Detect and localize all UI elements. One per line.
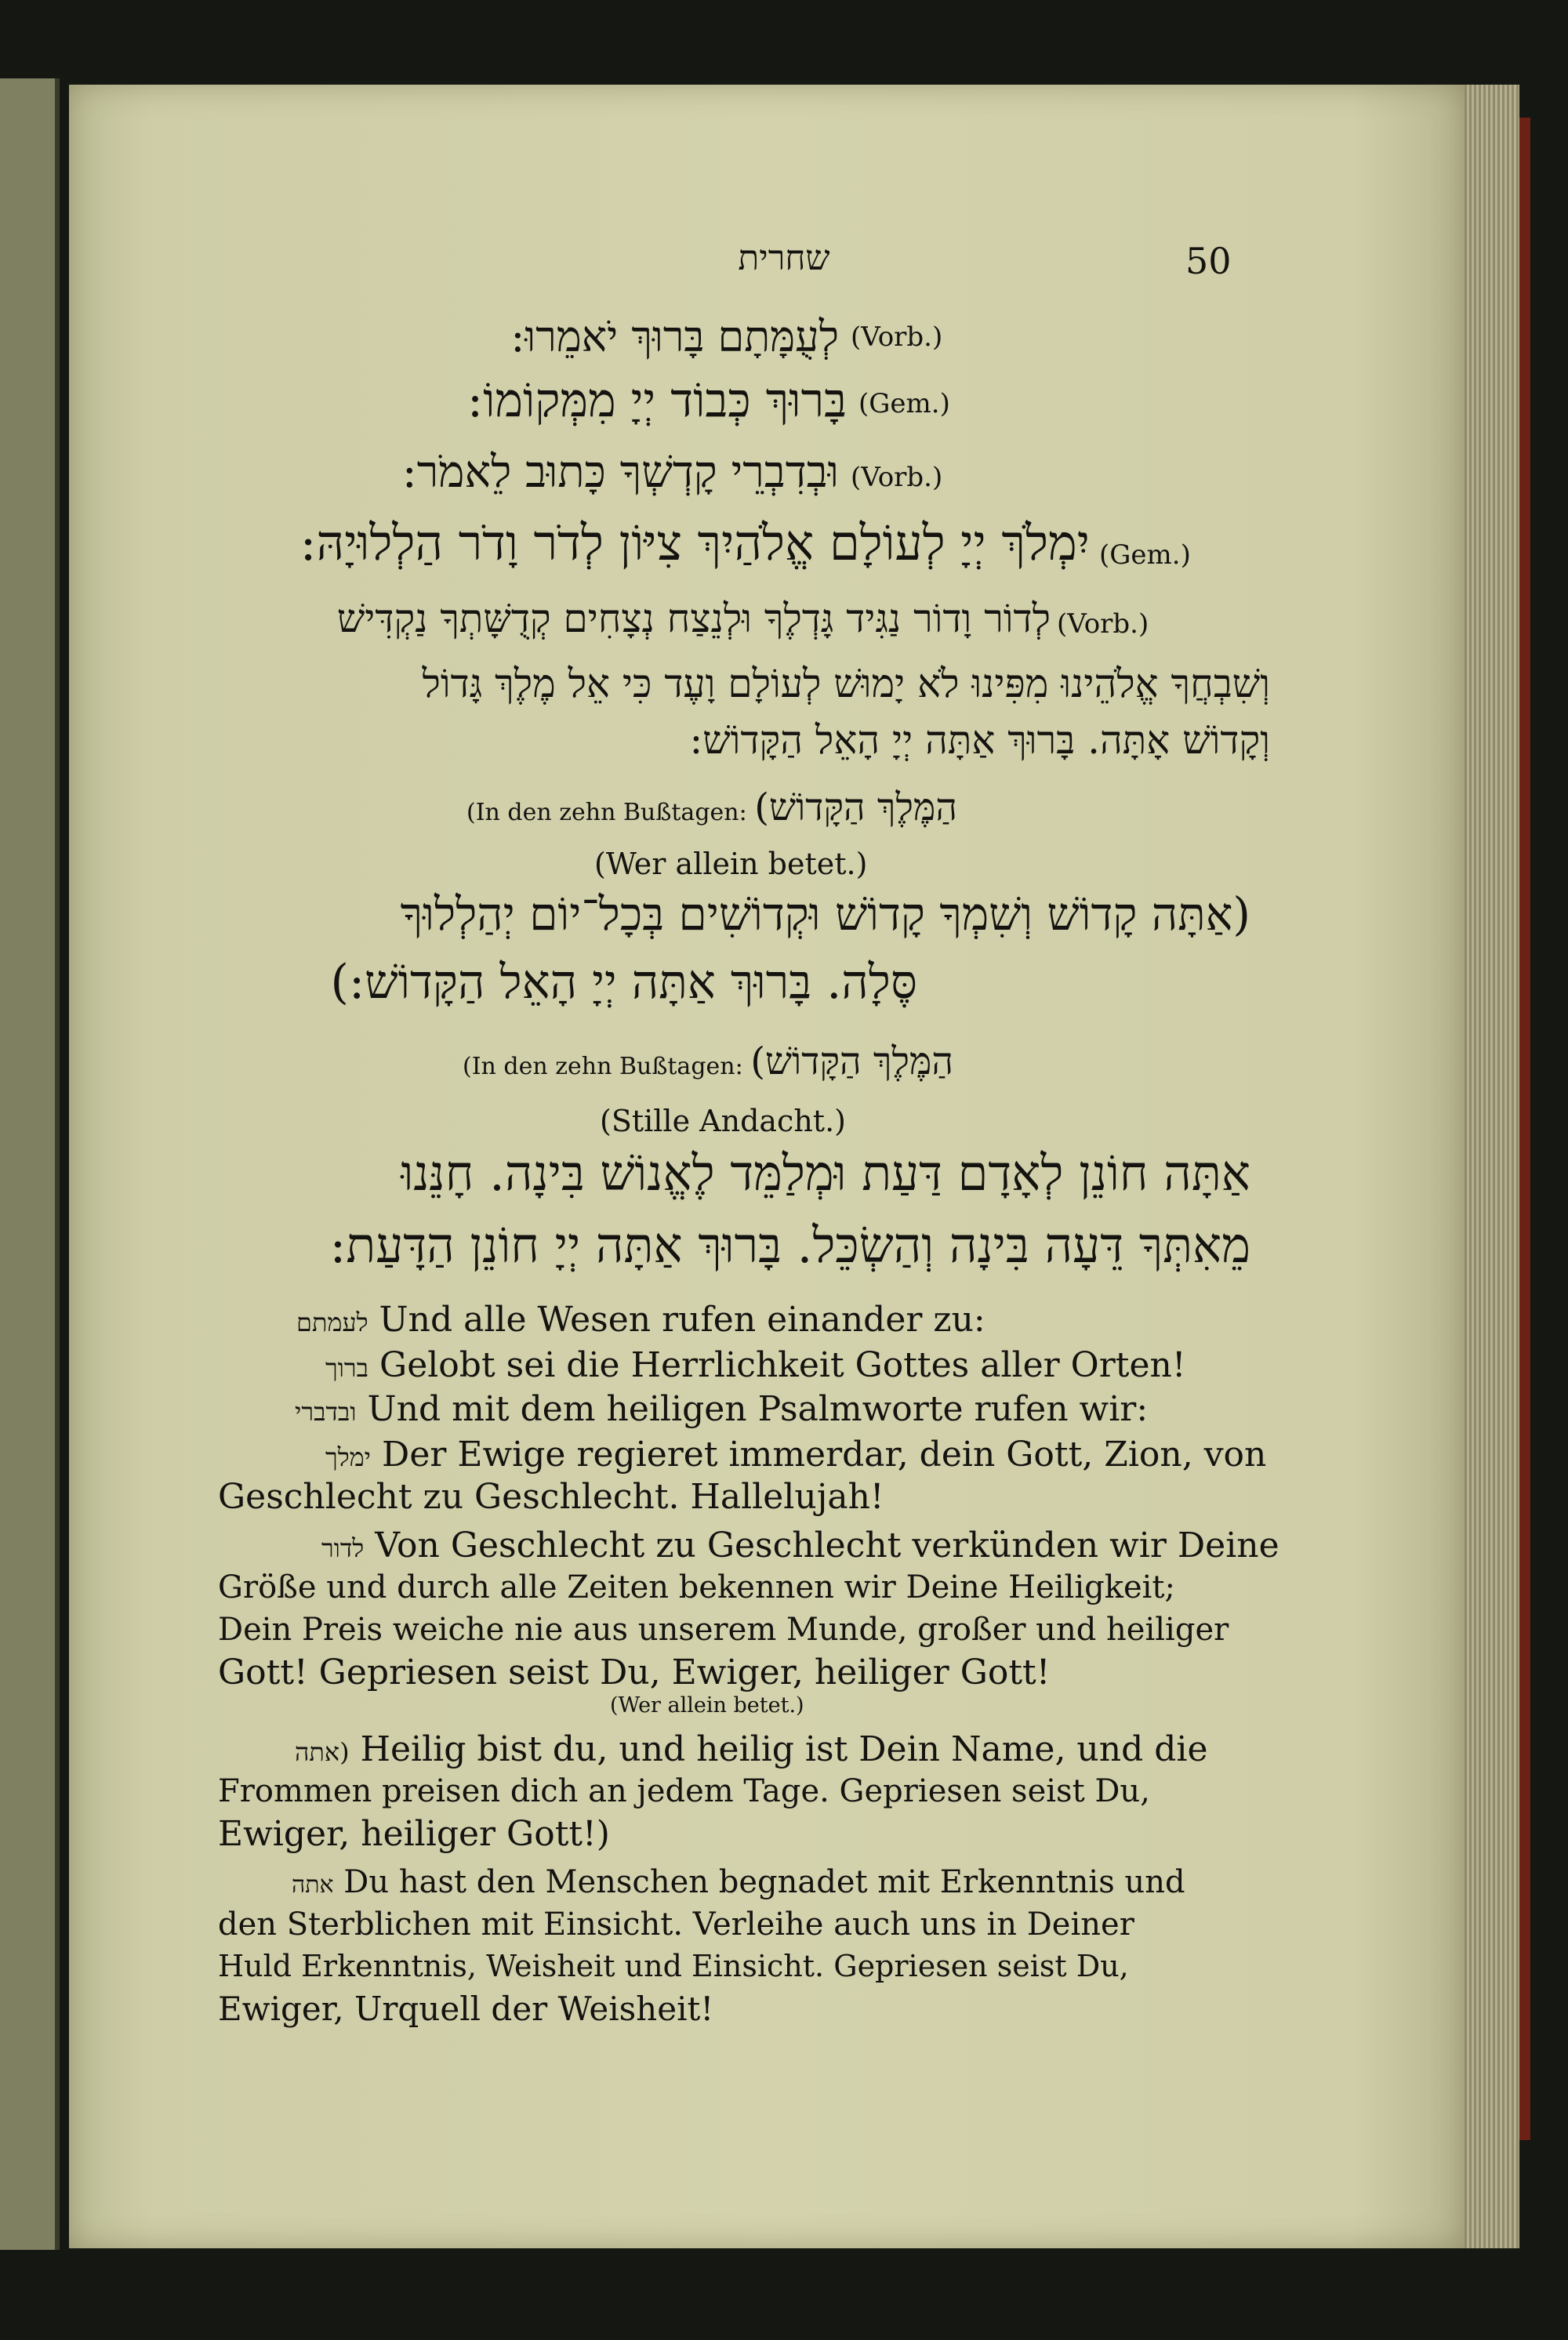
section-heading: (Wer allein betet.) <box>594 847 868 881</box>
hebrew-keyword: ובדברי <box>295 1397 357 1427</box>
hebrew-line-6: וְשִׁבְחֲךָ אֱלֹהֵינוּ מִפִּינוּ לֹא יָמוּשׁ לְעוֹלָם וָעֶד כִּי אֵל מֶלֶךְ גָּדוֹל <box>422 661 1270 706</box>
speaker-label: (Gem.) <box>1099 539 1191 571</box>
translation-line: (אתה Heilig bist du, und heilig ist Dein Name, und die <box>295 1729 1208 1769</box>
running-head: שחרית <box>738 238 830 278</box>
fasting-days-prefix: (In den zehn Bußtagen: <box>466 799 747 826</box>
speaker-label: (Vorb.) <box>851 462 943 493</box>
hebrew-keyword: אתה <box>292 1871 334 1899</box>
translation-line: Frommen preisen dich an jedem Tage. Gepriesen seist Du, <box>218 1773 1150 1809</box>
hebrew-keyword: ימלך <box>325 1442 372 1472</box>
alone-hebrew-line-2: סֶּלָה. בָּרוּךְ אַתָּה יְיָ הָאֵל הַקָּדוֹשׁ:) <box>330 955 917 1010</box>
translation-line: לדור Von Geschlecht zu Geschlecht verkünden wir Deine <box>321 1526 1279 1565</box>
page-stack-edge <box>1465 85 1519 2248</box>
translation-line: Dein Preis weiche nie aus unserem Munde, großer und heiliger <box>218 1612 1229 1648</box>
translation-line: Ewiger, Urquell der Weisheit! <box>218 1990 714 2028</box>
fasting-days-prefix: (In den zehn Bußtagen: <box>463 1053 743 1080</box>
hebrew-keyword: לעמתם <box>296 1308 368 1337</box>
hebrew-line-2: בָּרוּךְ כְּבוֹד יְיָ מִמְּקוֹמוֹ: <box>466 373 847 428</box>
translation-line: Ewiger, heiliger Gott!) <box>218 1814 610 1854</box>
cover-edge <box>1519 118 1530 2140</box>
silent-hebrew-line-2: מֵאִתְּךָ דֵּעָה בִּינָה וְהַשְׂכֵּל. בָּרוּךְ אַתָּה יְיָ חוֹנֵן הַדָּעַת: <box>329 1217 1250 1274</box>
left-page-edge <box>0 78 60 2250</box>
page-number: 50 <box>1185 240 1232 282</box>
translation-line: Größe und durch alle Zeiten bekennen wir Deine Heiligkeit; <box>218 1569 1175 1605</box>
translation-line: Geschlecht zu Geschlecht. Hallelujah! <box>218 1477 884 1517</box>
translation-line: ברוך Gelobt sei die Herrlichkeit Gottes aller Orten! <box>325 1345 1186 1385</box>
fasting-days-note <box>466 785 957 829</box>
translation-subheading: (Wer allein betet.) <box>610 1693 804 1718</box>
hebrew-keyword: ברוך <box>325 1353 369 1383</box>
fasting-days-note <box>463 1039 953 1083</box>
fasting-days-hebrew: הַמֶּלֶךְ הַקָּדוֹשׁ) <box>750 1039 953 1083</box>
hebrew-line-5: לְדוֹר וָדוֹר נַגִּיד גָּדְלֶךָ וּלְנֵצַח נְצָחִים קְדֻשָּׁתְךָ נַקְדִּישׁ <box>336 596 1051 641</box>
fasting-days-hebrew: הַמֶּלֶךְ הַקָּדוֹשׁ) <box>754 785 957 829</box>
hebrew-line-4: יִמְלֹךְ יְיָ לְעוֹלָם אֱלֹהַיִךְ צִיּוֹן לְדֹר וָדֹר הַלְלוּיָהּ: <box>299 514 1090 571</box>
hebrew-line-3: וּבְדִבְרֵי קָדְשְׁךָ כָּתוּב לֵאמֹר: <box>401 447 839 498</box>
hebrew-keyword: (אתה <box>295 1737 350 1767</box>
section-heading: (Stille Andacht.) <box>600 1104 846 1138</box>
alone-hebrew-line-1: (אַתָּה קָדוֹשׁ וְשִׁמְךָ קָדוֹשׁ וּקְדוֹשִׁים בְּכָל־יוֹם יְהַלְלוּךָ <box>400 887 1250 941</box>
translation-line: Huld Erkenntnis, Weisheit und Einsicht. Gepriesen seist Du, <box>218 1949 1129 1983</box>
translation-line: ימלך Der Ewige regieret immerdar, dein Gott, Zion, von <box>325 1435 1267 1475</box>
translation-line: אתה Du hast den Menschen begnadet mit Erkenntnis und <box>292 1864 1185 1900</box>
translation-line: den Sterblichen mit Einsicht. Verleihe auch uns in Deiner <box>218 1906 1134 1943</box>
translation-line: ובדברי Und mit dem heiligen Psalmworte rufen wir: <box>295 1389 1149 1429</box>
silent-hebrew-line-1: אַתָּה חוֹנֵן לְאָדָם דַּעַת וּמְלַמֵּד לֶאֱנוֹשׁ בִּינָה. חָנֵּנוּ <box>401 1145 1250 1202</box>
hebrew-keyword: לדור <box>321 1533 365 1563</box>
translation-line: לעמתם Und alle Wesen rufen einander zu: <box>296 1300 985 1340</box>
translation-line: Gott! Gepriesen seist Du, Ewiger, heiliger Gott! <box>218 1653 1051 1692</box>
speaker-label: (Vorb.) <box>1057 608 1149 640</box>
speaker-label: (Gem.) <box>858 388 950 419</box>
hebrew-line-1: לְעֻמָּתָם בָּרוּךְ יֹאמֵרוּ: <box>510 312 839 361</box>
speaker-label: (Vorb.) <box>851 321 943 353</box>
hebrew-line-7: וְקָדוֹשׁ אָתָּה. בָּרוּךְ אַתָּה יְיָ הָאֵל הַקָּדוֹשׁ: <box>689 717 1270 763</box>
